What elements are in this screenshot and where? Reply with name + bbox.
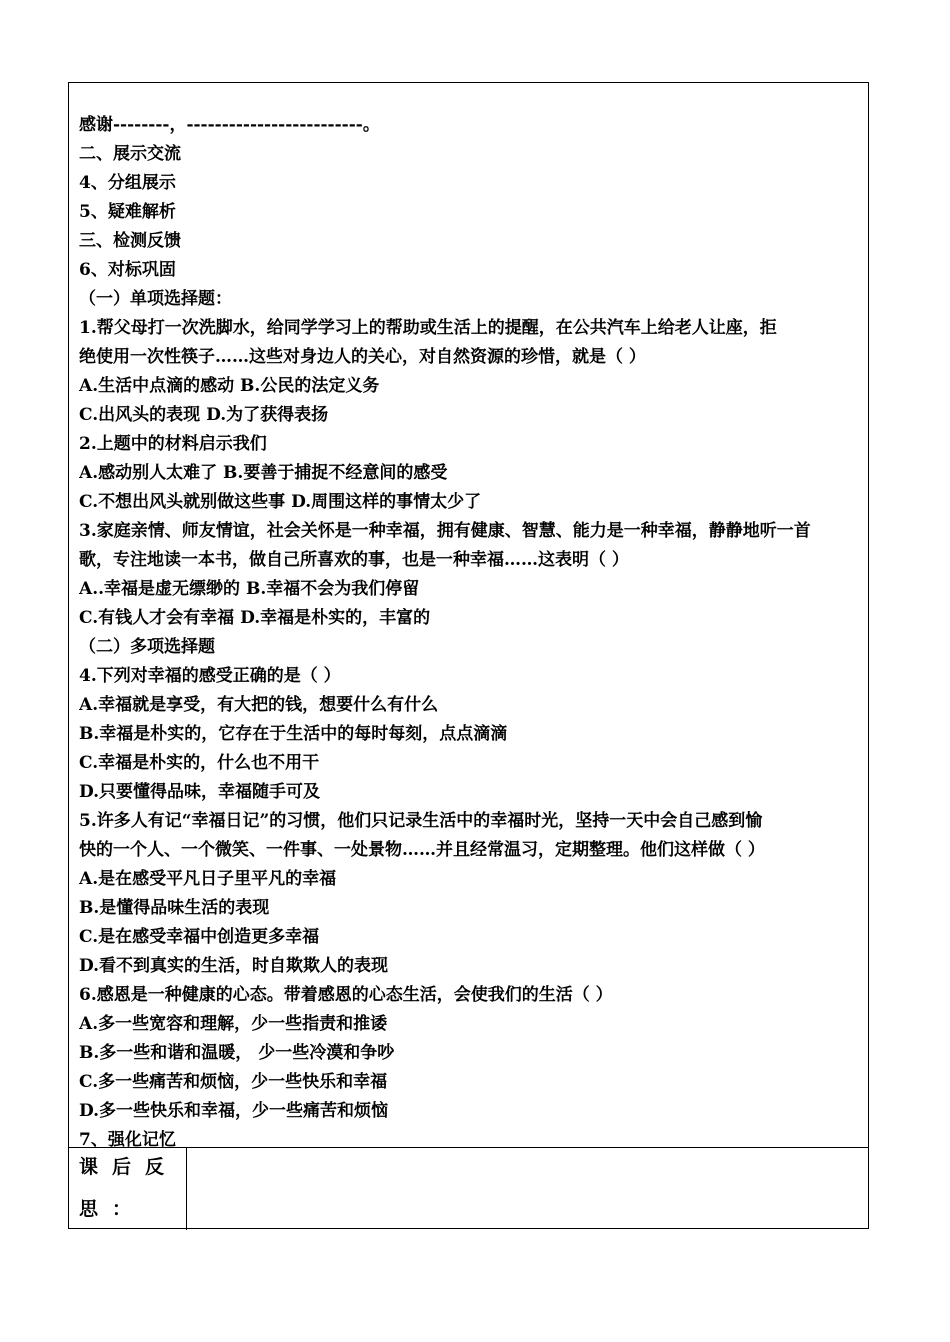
question-2-options-ab: A.感动别人太难了 B.要善于捕捉不经意间的感受: [79, 463, 448, 483]
section-heading-display: 二、展示交流: [79, 144, 181, 164]
section-heading-feedback: 三、检测反馈: [79, 231, 181, 251]
question-4-option-a: A.幸福就是享受，有大把的钱，想要什么有什么: [79, 695, 439, 715]
step-difficulty-analysis: 5、疑难解析: [79, 202, 176, 222]
question-6-option-a: A.多一些宽容和理解，少一些指责和推诿: [79, 1014, 388, 1034]
reflection-label-line2: 思：: [79, 1198, 146, 1220]
question-6-option-c: C.多一些痛苦和烦恼，少一些快乐和幸福: [79, 1072, 388, 1092]
question-6-option-b: B.多一些和谐和温暖， 少一些冷漠和争吵: [79, 1043, 395, 1063]
worksheet-content: [69, 83, 868, 1150]
question-1-options-cd: C.出风头的表现 D.为了获得表扬: [79, 405, 329, 425]
question-1-text: 1.帮父母打一次洗脚水，给同学学习上的帮助或生活上的提醒，在公共汽车上给老人让座，拒: [79, 318, 777, 338]
question-6-text: 6.感恩是一种健康的心态。带着感恩的心态生活，会使我们的生活（ ）: [79, 985, 613, 1005]
question-1-options-ab: A.生活中点滴的感动 B.公民的法定义务: [79, 376, 380, 396]
question-2-options-cd: C.不想出风头就别做这些事 D.周围这样的事情太少了: [79, 492, 482, 512]
question-2-text: 2.上题中的材料启示我们: [79, 434, 267, 454]
step-consolidation: 6、对标巩固: [79, 260, 176, 280]
reflection-content-cell[interactable]: [187, 1148, 868, 1230]
question-3-options-ab: A..幸福是虚无缥缈的 B.幸福不会为我们停留: [79, 579, 420, 599]
worksheet-frame: [68, 82, 869, 1229]
step-reinforce-memory: 7、强化记忆: [79, 1130, 176, 1150]
question-3-text: 3.家庭亲情、师友情谊，社会关怀是一种幸福，拥有健康、智慧、能力是一种幸福，静静地听一首: [79, 521, 811, 541]
question-4-option-d: D.只要懂得品味，幸福随手可及: [79, 782, 321, 802]
thanks-line: 感谢--------，-------------------------。: [79, 115, 380, 135]
multi-choice-heading: （二）多项选择题: [79, 637, 215, 657]
question-5-text-cont: 快的一个人、一个微笑、一件事、一处景物……并且经常温习，定期整理。他们这样做（ ）: [79, 840, 765, 860]
question-4-option-c: C.幸福是朴实的，什么也不用干: [79, 753, 320, 773]
question-3-options-cd: C.有钱人才会有幸福 D.幸福是朴实的，丰富的: [79, 608, 431, 628]
question-6-option-d: D.多一些快乐和幸福，少一些痛苦和烦恼: [79, 1101, 389, 1121]
question-1-text-cont: 绝使用一次性筷子……这些对身边人的关心，对自然资源的珍惜，就是（ ）: [79, 347, 646, 367]
single-choice-heading: （一）单项选择题：: [79, 289, 232, 309]
after-class-reflection-row: [69, 1147, 868, 1229]
reflection-label-line1: 课后反: [79, 1156, 179, 1178]
question-5-option-b: B.是懂得品味生活的表现: [79, 898, 270, 918]
question-5-text: 5.许多人有记“幸福日记”的习惯，他们只记录生活中的幸福时光，坚持一天中会自己感到愉: [79, 811, 763, 831]
question-4-option-b: B.幸福是朴实的，它存在于生活中的每时每刻，点点滴滴: [79, 724, 508, 744]
question-5-option-d: D.看不到真实的生活，时自欺欺人的表现: [79, 956, 389, 976]
reflection-label-cell: [69, 1148, 187, 1230]
question-5-option-a: A.是在感受平凡日子里平凡的幸福: [79, 869, 337, 889]
question-4-text: 4.下列对幸福的感受正确的是（ ）: [79, 666, 341, 686]
question-5-option-c: C.是在感受幸福中创造更多幸福: [79, 927, 320, 947]
step-group-display: 4、分组展示: [79, 173, 176, 193]
question-3-text-cont: 歌，专注地读一本书，做自己所喜欢的事，也是一种幸福……这表明（ ）: [79, 550, 629, 570]
